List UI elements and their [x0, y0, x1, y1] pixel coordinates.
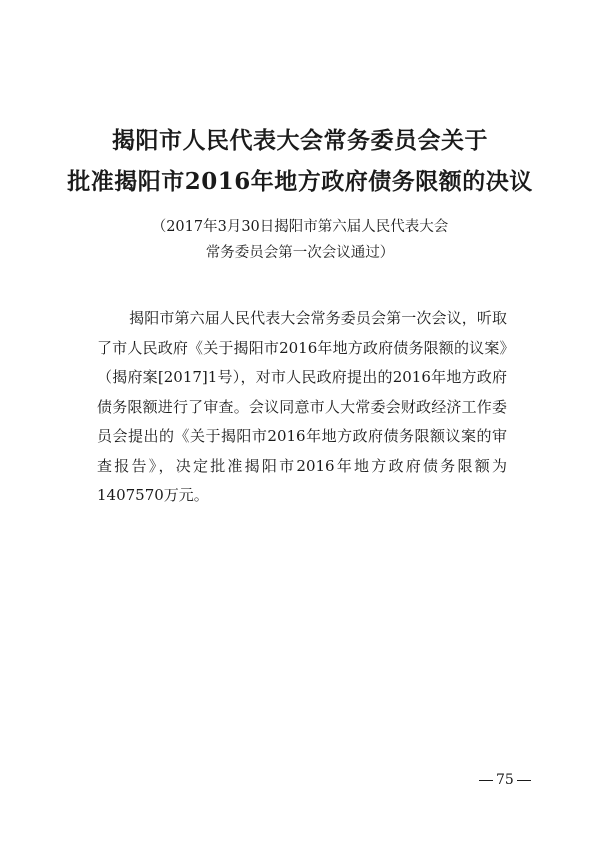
- page-number-dash-left: [479, 780, 493, 781]
- subtitle-line-2: 常务委员会第一次会议通过）: [205, 245, 395, 261]
- body-paragraph: [97, 304, 507, 511]
- title-line-1: 揭阳市人民代表大会常务委员会关于: [112, 127, 488, 154]
- page-number-value: 75: [496, 772, 514, 788]
- title-line-2: 批准揭阳市2016年地方政府债务限额的决议: [67, 168, 533, 195]
- page-number: [476, 771, 534, 789]
- page-number-dash-right: [517, 780, 531, 781]
- subtitle-line-1: （2017年3月30日揭阳市第六届人民代表大会: [151, 219, 449, 235]
- body-text: 揭阳市第六届人民代表大会常务委员会第一次会议，听取了市人民政府《关于揭阳市2016年地方政府债务限额的议案》（揭府案[2017]1号），对市人民政府提出的2016年地方政府债务限额进行了审查。会议同意市人大常委会财政经济工作委员会提出的《关于揭阳市2016年地方政府债务限额议案的审查报告》，决定批准揭阳市2016年地方政府债务限额为1407570万元。: [97, 309, 507, 504]
